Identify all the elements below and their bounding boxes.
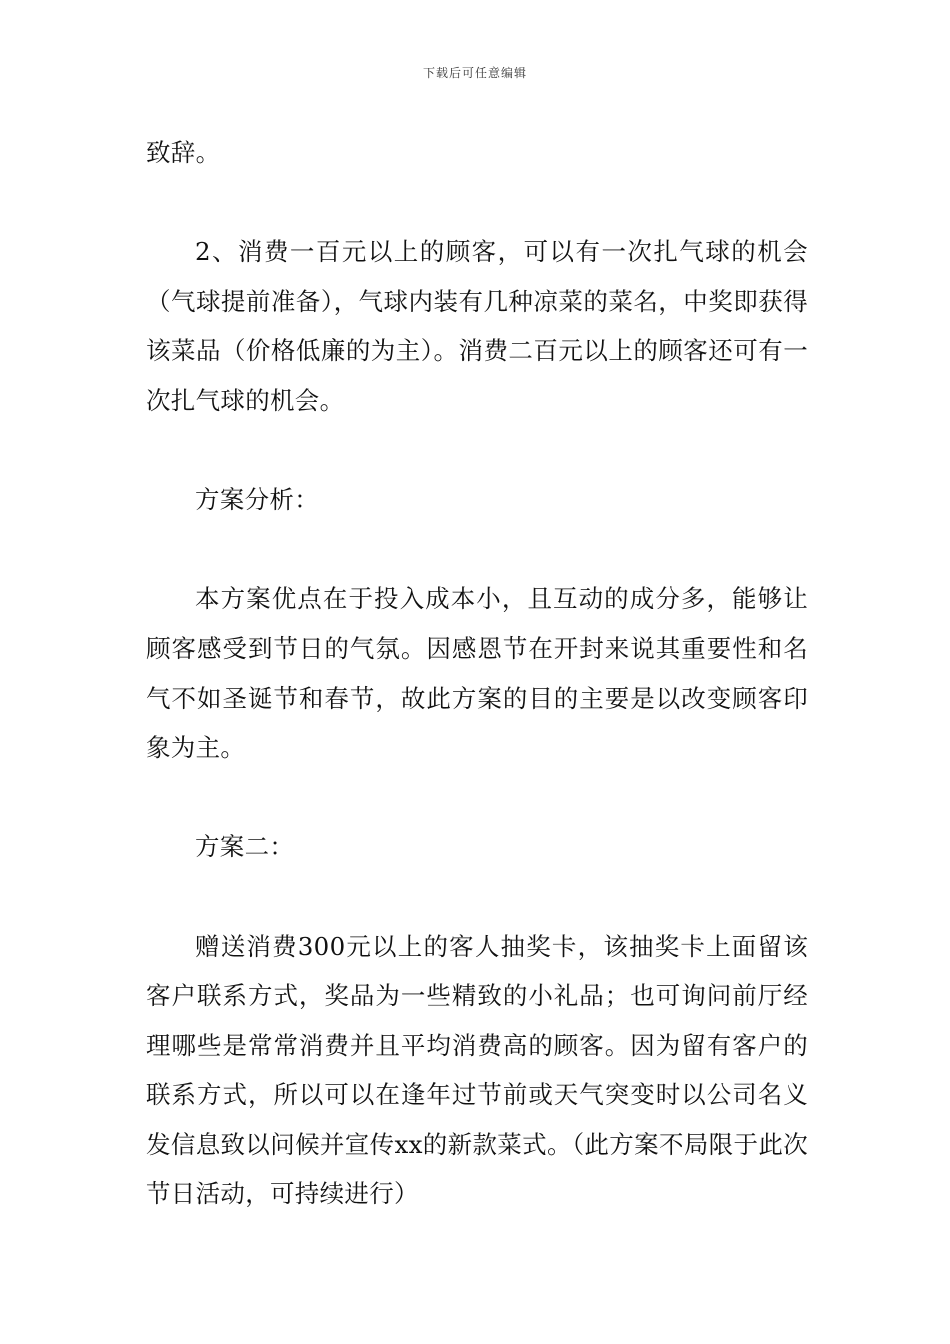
paragraph-plan-two: 赠送消费300元以上的客人抽奖卡，该抽奖卡上面留该客户联系方式，奖品为一些精致的小礼品；也可询问前厅经理哪些是常常消费并且平均消费高的顾客。因为留有客户的联系方式，所以可以在逢年过节前或天气突变时以公司名义发信息致以问候并宣传xx的新款菜式。（此方案不局限于此次节日活动，可持续进行）: [146, 931, 808, 1209]
paragraph-gap: [146, 426, 808, 476]
document-body: [146, 128, 808, 1219]
paragraph-plan-analysis: 本方案优点在于投入成本小，且互动的成分多，能够让顾客感受到节日的气氛。因感恩节在开封来说其重要性和名气不如圣诞节和春节，故此方案的目的主要是以改变顾客印象为主。: [146, 584, 808, 763]
paragraph-balloon-activity: 2、消费一百元以上的顾客，可以有一次扎气球的机会（气球提前准备），气球内装有几种凉菜的菜名，中奖即获得该菜品（价格低廉的为主）。消费二百元以上的顾客还可有一次扎气球的机会。: [146, 237, 808, 415]
paragraph-closing-remark: 致辞。: [146, 138, 221, 167]
paragraph-gap: [146, 773, 808, 823]
page-header: 下载后可任意编辑: [422, 66, 527, 80]
paragraph-gap: [146, 525, 808, 575]
heading-plan-analysis: 方案分析：: [195, 485, 319, 515]
paragraph-gap: [146, 178, 808, 228]
paragraph-gap: [146, 872, 808, 922]
heading-plan-two: 方案二：: [195, 832, 295, 862]
